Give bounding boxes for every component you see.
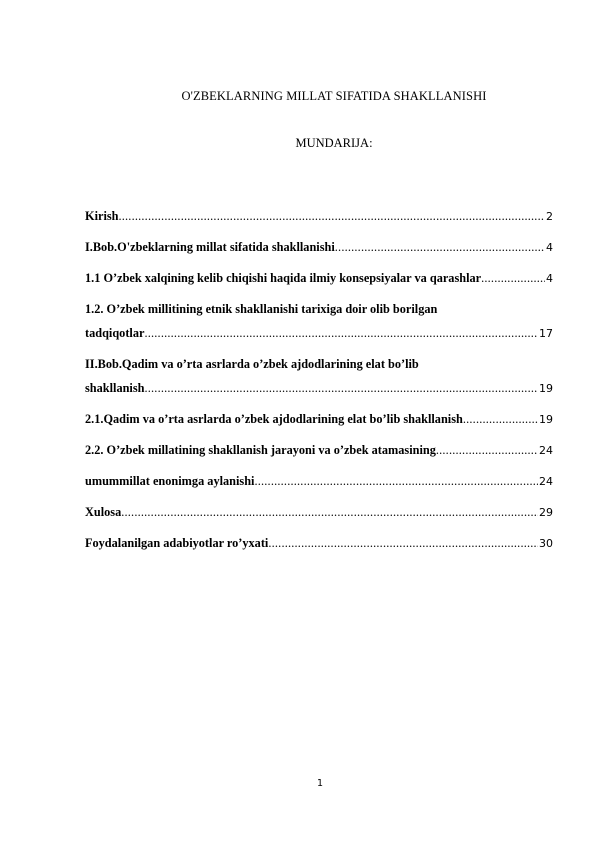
toc-page-number: 30 <box>539 537 553 550</box>
toc-entry-xulosa[interactable] <box>85 500 553 524</box>
toc-leader-dots <box>268 531 538 555</box>
toc-leader-dots <box>463 407 538 431</box>
toc-entry-text: tadqiqotlar <box>85 326 145 340</box>
toc-page-number: 24 <box>539 475 553 488</box>
toc-leader-dots <box>481 266 545 290</box>
toc-leader-dots <box>144 321 538 345</box>
toc-leader-dots <box>144 376 538 400</box>
table-of-contents <box>85 204 553 555</box>
toc-entry-text: umummillat enonimga aylanishi <box>85 474 255 488</box>
toc-entry-text-line1: II.Bob.Qadim va o’rta asrlarda o’zbek ajdodlarining elat bo’lib <box>85 357 419 371</box>
toc-page-number: 4 <box>546 241 553 254</box>
toc-entry-references[interactable] <box>85 531 553 555</box>
toc-entry-text: Kirish <box>85 209 119 223</box>
toc-leader-dots <box>121 500 538 524</box>
toc-page-number: 29 <box>539 506 553 519</box>
toc-page-number: 17 <box>539 327 553 340</box>
page-number: 1 <box>316 778 324 789</box>
toc-page-number: 24 <box>539 444 553 457</box>
toc-entry-text: Xulosa <box>85 505 122 519</box>
toc-leader-dots <box>118 204 545 228</box>
toc-leader-dots <box>254 469 538 493</box>
toc-heading: MUNDARIJA: <box>295 136 373 150</box>
toc-page-number: 2 <box>546 210 553 223</box>
toc-page-number: 19 <box>539 382 553 395</box>
toc-entry-section-1-1[interactable] <box>85 266 553 290</box>
toc-entry-text: I.Bob.O'zbeklarning millat sifatida shakllanishi <box>85 240 335 254</box>
toc-entry-section-2-2-cont[interactable] <box>85 469 553 493</box>
toc-entry-text: shakllanish <box>85 381 145 395</box>
toc-entry-section-2-1[interactable] <box>85 407 553 431</box>
toc-entry-section-2-2[interactable] <box>85 438 553 462</box>
toc-page-number: 4 <box>546 272 553 285</box>
toc-entry-text: 1.1 O’zbek xalqining kelib chiqishi haqida ilmiy konsepsiyalar va qarashlar <box>85 271 482 285</box>
toc-entry-text: 2.2. O’zbek millatining shakllanish jarayoni va o’zbek atamasining <box>85 443 436 457</box>
toc-entry-text: Foydalanilgan adabiyotlar ro’yxati <box>85 536 269 550</box>
toc-entry-text-line1: 1.2. O’zbek millitining etnik shakllanishi tarixiga doir olib borilgan <box>85 302 438 316</box>
toc-entry-chapter-1[interactable] <box>85 235 553 259</box>
toc-leader-dots <box>335 235 545 259</box>
toc-entry-chapter-2[interactable] <box>85 352 553 400</box>
toc-entry-kirish[interactable] <box>85 204 553 228</box>
toc-page-number: 19 <box>539 413 553 426</box>
toc-leader-dots <box>436 438 538 462</box>
document-title: O'ZBEKLARNING MILLAT SIFATIDA SHAKLLANISHI <box>181 89 487 103</box>
toc-entry-text: 2.1.Qadim va o’rta asrlarda o’zbek ajdodlarining elat bo’lib shakllanish <box>85 412 463 426</box>
toc-entry-section-1-2[interactable] <box>85 297 553 345</box>
